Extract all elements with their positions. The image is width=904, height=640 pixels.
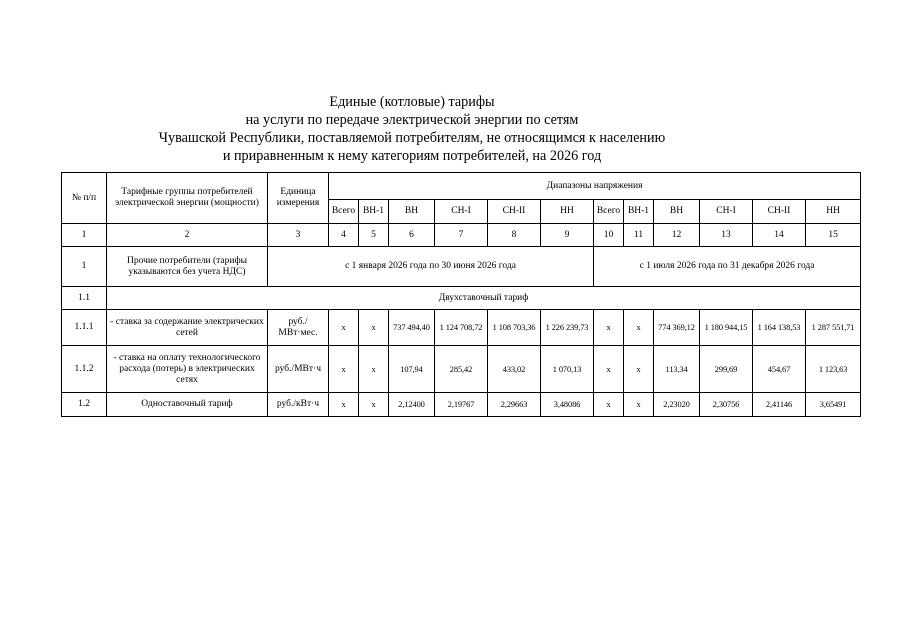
- value-cell: х: [359, 310, 389, 346]
- title-line-3: Чувашской Республики, поставляемой потребителям, не относящимся к населению: [158, 130, 666, 146]
- level-cell: ВН-1: [624, 200, 654, 224]
- level-cell: ВН: [389, 200, 435, 224]
- level-cell: СН-II: [488, 200, 541, 224]
- col-number: 10: [594, 224, 624, 247]
- table-row: [62, 393, 861, 417]
- col-number: 1: [62, 224, 107, 247]
- value-cell: 1 070,13: [541, 346, 594, 393]
- value-cell: 737 494,40: [389, 310, 435, 346]
- row-name: - ставка за содержание электрических сетей: [107, 310, 268, 346]
- row-unit: руб./кВт·ч: [268, 393, 329, 417]
- col-number: 6: [389, 224, 435, 247]
- col-number: 11: [624, 224, 654, 247]
- value-cell: 1 287 551,71: [806, 310, 861, 346]
- value-cell: 3,48086: [541, 393, 594, 417]
- value-cell: 1 123,63: [806, 346, 861, 393]
- level-cell: ВН-1: [359, 200, 389, 224]
- col-number: 2: [107, 224, 268, 247]
- col-number: 15: [806, 224, 861, 247]
- header-num: № п/п: [62, 173, 107, 224]
- period-second-half: с 1 июля 2026 года по 31 декабря 2026 года: [594, 247, 861, 287]
- value-cell: х: [624, 393, 654, 417]
- level-cell: Всего: [329, 200, 359, 224]
- col-number: 5: [359, 224, 389, 247]
- table-row: [62, 346, 861, 393]
- level-cell: СН-II: [753, 200, 806, 224]
- row-name: Одноставочный тариф: [107, 393, 268, 417]
- value-cell: х: [329, 310, 359, 346]
- col-number: 14: [753, 224, 806, 247]
- level-cell: СН-I: [700, 200, 753, 224]
- header-ranges: Диапазоны напряжения: [329, 173, 861, 200]
- document-title: [0, 93, 824, 165]
- header-groups: Тарифные группы потребителей электрической энергии (мощности): [107, 173, 268, 224]
- value-cell: 2,12400: [389, 393, 435, 417]
- header-row-top: [62, 173, 861, 200]
- header-unit: Единица измерения: [268, 173, 329, 224]
- row-name: Прочие потребители (тарифы указываются без учета НДС): [107, 247, 268, 287]
- value-cell: 299,69: [700, 346, 753, 393]
- col-number: 13: [700, 224, 753, 247]
- value-cell: 1 124 708,72: [435, 310, 488, 346]
- value-cell: 2,30756: [700, 393, 753, 417]
- value-cell: х: [594, 393, 624, 417]
- row-unit: руб./МВт·ч: [268, 346, 329, 393]
- value-cell: 774 369,12: [654, 310, 700, 346]
- value-cell: 1 108 703,36: [488, 310, 541, 346]
- value-cell: х: [624, 310, 654, 346]
- period-first-half: с 1 января 2026 года по 30 июня 2026 года: [268, 247, 594, 287]
- value-cell: 107,94: [389, 346, 435, 393]
- row-num: 1.1: [62, 287, 107, 310]
- level-cell: НН: [541, 200, 594, 224]
- row-name: Двухставочный тариф: [107, 287, 861, 310]
- row-num: 1.2: [62, 393, 107, 417]
- table-row: [62, 287, 861, 310]
- col-number: 8: [488, 224, 541, 247]
- tariff-table: [61, 172, 861, 417]
- value-cell: х: [329, 393, 359, 417]
- row-unit: руб./МВт·мес.: [268, 310, 329, 346]
- level-cell: Всего: [594, 200, 624, 224]
- value-cell: х: [359, 393, 389, 417]
- col-number: 4: [329, 224, 359, 247]
- value-cell: х: [359, 346, 389, 393]
- column-number-row: [62, 224, 861, 247]
- value-cell: х: [594, 310, 624, 346]
- title-line-4: и приравненным к нему категориям потребителей, на 2026 год: [222, 148, 602, 164]
- table-row: [62, 310, 861, 346]
- value-cell: 113,34: [654, 346, 700, 393]
- value-cell: 2,23020: [654, 393, 700, 417]
- col-number: 3: [268, 224, 329, 247]
- title-line-1: Единые (котловые) тарифы: [329, 94, 495, 110]
- value-cell: 1 226 239,73: [541, 310, 594, 346]
- level-cell: ВН: [654, 200, 700, 224]
- row-num: 1.1.2: [62, 346, 107, 393]
- row-num: 1.1.1: [62, 310, 107, 346]
- value-cell: 3,65491: [806, 393, 861, 417]
- value-cell: 2,19767: [435, 393, 488, 417]
- title-line-2: на услуги по передаче электрической энергии по сетям: [245, 112, 579, 128]
- value-cell: х: [329, 346, 359, 393]
- row-name: - ставка на оплату технологического расхода (потерь) в электрических сетях: [107, 346, 268, 393]
- table-row: [62, 247, 861, 287]
- value-cell: х: [624, 346, 654, 393]
- value-cell: 1 180 944,15: [700, 310, 753, 346]
- value-cell: 1 164 138,53: [753, 310, 806, 346]
- value-cell: 285,42: [435, 346, 488, 393]
- col-number: 12: [654, 224, 700, 247]
- value-cell: 454,67: [753, 346, 806, 393]
- level-cell: СН-I: [435, 200, 488, 224]
- value-cell: 2,29663: [488, 393, 541, 417]
- col-number: 7: [435, 224, 488, 247]
- col-number: 9: [541, 224, 594, 247]
- value-cell: 2,41146: [753, 393, 806, 417]
- value-cell: 433,02: [488, 346, 541, 393]
- value-cell: х: [594, 346, 624, 393]
- level-cell: НН: [806, 200, 861, 224]
- row-num: 1: [62, 247, 107, 287]
